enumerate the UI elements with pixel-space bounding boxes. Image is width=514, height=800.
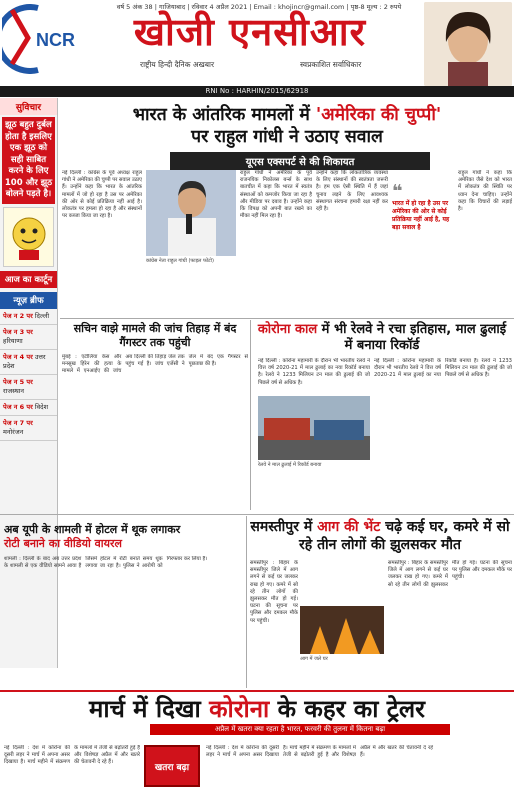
bottom-body-right: नई दिल्ली : देश में कोरोना की दूसरी लहर ने मार्च में अपना असर दिखाया है। मार्च महीने में संक्रमण के मामलों में तेजी से बढ़ोतरी हुई है और विशेषज्ञ अप्रैल में और खतरे की चेतावनी दे रहे हैं। [206, 745, 433, 759]
story5-body-col1: समस्तीपुर : बिहार के समस्तीपुर जिले में आग लगने से कई घर जलकर राख हो गए। कमरे में सो रहे तीन लोगों की झुलसकर मौत हो गई। घटना की सूचना पर पुलिस और दमकल मौके पर पहुंची। [250, 560, 298, 624]
train-photo [258, 396, 370, 460]
lead-headline-part1: भारत के आंतरिक मामलों में [132, 105, 310, 125]
pull-quote-text: भारत में हो रहा है उस पर अमेरिका की ओर से कोई प्रतिक्रिया नहीं आई है, यह बड़ा सवाल है [392, 200, 450, 231]
story2-headline[interactable]: सचिन वाझे मामले की जांच तिहाड़ में बंद गैंगस्टर तक पहुंची [73, 322, 237, 349]
bottom-subhead: अप्रैल में खतरा क्या रहता है भारत, फरवरी की तुलना में कितना बढ़ा [150, 724, 450, 735]
masthead-title: खोजी एनसीआर [133, 9, 367, 54]
story3-headline-red: कोरोना काल [257, 322, 318, 337]
lead-headline-red: 'अमेरिका की चुप्पी' [315, 105, 442, 125]
brief-item[interactable]: पेज न 2 पर दिल्ली [0, 309, 57, 325]
bottom-headline-part1: मार्च में दिखा [89, 695, 201, 723]
news-brief-label: न्यूज़ ब्रीफ [0, 292, 57, 309]
quote-heading: सुविचार [0, 98, 57, 115]
story2-body: मुंबई : एंटीलिया केस और मनसुख हिरेन की हत्या के मामले में एनआईए की जांच अब दिल्ली की तिहाड़ जेल तक पहुंच गई है। जांच एजेंसी ने जेल में बंद एक गैंगस्टर से पूछताछ की है। [62, 354, 248, 375]
story5-headline-part2: चढ़े कई घर, कमरे में सो रहे तीन लोगों की झुलसकर मौत [299, 519, 510, 553]
story4-headline[interactable] [4, 523, 234, 551]
story5-headline-part1: समस्तीपुर में [250, 519, 313, 535]
story5-caption: आग में जले घर [300, 656, 328, 662]
tagline-right: स्वप्रकाशित सर्वाधिकार [300, 60, 362, 69]
rni-bar: RNI No : HARHIN/2015/62918 [0, 86, 514, 97]
fire-photo [300, 606, 384, 654]
divider [0, 514, 514, 515]
lead-subhead: यूएस एक्सपर्ट से की शिकायत [170, 152, 430, 170]
story3-headline[interactable] [252, 322, 512, 354]
story5-body-col2: समस्तीपुर : बिहार के समस्तीपुर जिले में आग लगने से कई घर जलकर राख हो गए। कमरे में सो रहे तीन लोगों की झुलसकर मौत हो गई। घटना की सूचना पर पुलिस और दमकल मौके पर पहुंची। [388, 560, 512, 588]
brief-item[interactable]: पेज न 5 पर राजस्थान [0, 375, 57, 400]
lead-photo-caption: कांग्रेस नेता राहुल गांधी (फाइल फोटो) [146, 258, 214, 264]
quote-box: झूठ बहुत दुर्बल होता है इसलिए एक झूठ को सही साबित करने के लिए 100 और झूठ बोलने पड़ते है। [2, 117, 55, 204]
story5-headline-red: आग की भेंट [317, 519, 381, 535]
story3-headline-rest: में भी रेलवे ने रचा इतिहास, माल ढुलाई में बनाया रिकॉर्ड [321, 322, 507, 353]
khatra-badge: खतरा बढ़ा [144, 745, 200, 787]
pull-quote [392, 181, 454, 244]
logo-text: NCR [36, 30, 75, 50]
story3-caption: रेलवे ने माल ढुलाई में रिकॉर्ड बनाया [258, 462, 322, 468]
tagline-left: राष्ट्रीय हिन्दी दैनिक अखबार [140, 60, 215, 69]
brief-item[interactable]: पेज न 7 पर मनोरंजन [0, 416, 57, 441]
brief-item[interactable]: पेज न 4 पर उत्तर प्रदेश [0, 350, 57, 375]
cartoon-box [3, 207, 54, 267]
brief-item[interactable]: पेज न 6 पर विदेश [0, 400, 57, 416]
quote-mark-icon: ❝ [392, 181, 403, 202]
lead-body-col1: नई दिल्ली : कांग्रेस के पूर्व अध्यक्ष राहुल गांधी ने अमेरिका की चुप्पी पर सवाल उठाए हैं। उन्होंने कहा कि भारत के आंतरिक मामलों में जो हो रहा है उस पर अमेरिका की ओर से कोई प्रतिक्रिया नहीं आई है। लोकतंत्र पर हमला हो रहा है और संस्थानों पर कब्जा किया जा रहा है। [62, 170, 142, 220]
portrait-photo [424, 2, 512, 86]
ncr-logo [2, 4, 88, 74]
divider [0, 690, 514, 692]
divider [60, 318, 514, 319]
story3-body-lead: नई दिल्ली : कोरोना महामारी के दौरान भी भारतीय रेलवे ने वित्त वर्ष 2020-21 में माल ढुलाई का नया रिकॉर्ड बनाया है। रेलवे ने 1233 मिलियन टन माल की ढुलाई की जो पिछले वर्ष से अधिक है। [258, 358, 370, 386]
bottom-headline-part2: के कहर का ट्रेलर [277, 695, 425, 723]
cartoon-icon [7, 212, 51, 262]
story3-body: नई दिल्ली : कोरोना महामारी के दौरान भी भारतीय रेलवे ने वित्त वर्ष 2020-21 में माल ढुलाई का नया रिकॉर्ड बनाया है। रेलवे ने 1233 मिलियन टन माल की ढुलाई की जो पिछले वर्ष से अधिक है। [374, 358, 512, 379]
lead-body-col2: राहुल गांधी ने अमेरिका के पूर्व राजनयिक निकोलस बर्न्स के साथ बातचीत में कहा कि भारत में स्वतंत्र संस्थाओं को कमजोर किया जा रहा है और मीडिया पर दबाव है। उन्होंने कहा कि विपक्ष को अपनी बात रखने का मौका नहीं मिल रहा है। [240, 170, 312, 220]
story4-headline-red: रोटी बनाने का वीडियो वायरल [4, 537, 122, 550]
lead-headline[interactable] [62, 104, 512, 148]
lead-body-col4: राहुल गांधी ने कहा कि अमेरिका जैसे देश को भारत में लोकतंत्र की स्थिति पर ध्यान देना चाहिए। उन्होंने कहा कि विचारों की लड़ाई है। [458, 170, 512, 213]
divider [246, 516, 247, 688]
cartoon-label: आज का कार्टून [0, 271, 57, 288]
bottom-body-left: नई दिल्ली : देश में कोरोना की दूसरी लहर ने मार्च में अपना असर दिखाया है। मार्च महीने में संक्रमण के मामलों में तेजी से बढ़ोतरी हुई है और विशेषज्ञ अप्रैल में और खतरे की चेतावनी दे रहे हैं। [4, 745, 140, 766]
lead-headline-part2: पर राहुल गांधी ने उठाए सवाल [191, 127, 383, 147]
lead-body-col3: उन्होंने कहा कि लोकतांत्रिक व्यवस्था के लिए संस्थानों की स्वतंत्रता जरूरी है। हम एक ऐसी स्थिति में हैं जहां चुनाव लड़ने के लिए आवश्यक संस्थागत संरचना हमारी रक्षा नहीं कर रही है। [316, 170, 388, 213]
story4-body: शामली : दिल्ली के बाद अब उत्तर प्रदेश के शामली से एक वीडियो सामने आया है जिसमें होटल में रोटी बनाते समय थूक लगाया जा रहा है। पुलिस ने आरोपी को गिरफ्तार कर लिया है। [4, 556, 208, 570]
bottom-headline[interactable] [0, 694, 514, 724]
bottom-headline-red: कोरोना [209, 695, 270, 723]
issue-meta: वर्ष 5 अंक 38 | गाजियाबाद | रविवार 4 अप्रैल 2021 | Email : khojincr@gmail.com | पृष्ठ-8 मूल्य : 2 रुपये [116, 3, 402, 11]
rahul-gandhi-photo [146, 170, 236, 256]
divider [250, 320, 251, 510]
story4-headline-part1: अब यूपी के शामली में होटल में थूक लगाकर [4, 523, 181, 536]
brief-item[interactable]: पेज न 3 पर हरियाणा [0, 325, 57, 350]
story5-headline[interactable] [248, 518, 512, 554]
